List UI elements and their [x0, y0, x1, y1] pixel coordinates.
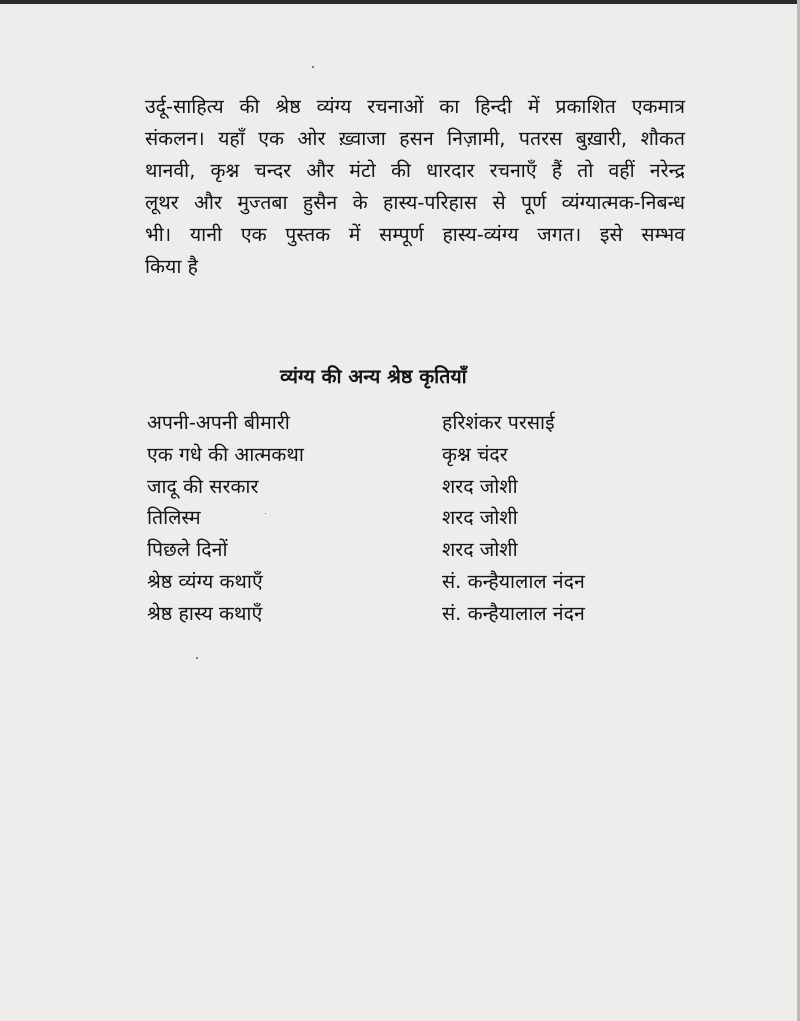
- work-title: जादू की सरकार: [147, 474, 259, 498]
- paper-speck: [265, 513, 266, 514]
- work-title: एक गधे की आत्मकथा: [147, 442, 304, 466]
- works-list: [147, 407, 647, 630]
- blurb-paragraph: [145, 91, 685, 283]
- blurb-line: उर्दू-साहित्य की श्रेष्ठ व्यंग्य रचनाओं का हिन्दी में प्रकाशित एकमात्र: [145, 95, 685, 118]
- blurb-line: संकलन। यहाँ एक ओर ख़्वाजा हसन निज़ामी, पतरस बुख़ारी, शौकत: [145, 127, 685, 150]
- list-item: [147, 502, 647, 534]
- work-author: शरद जोशी: [442, 538, 518, 562]
- work-author: कृश्न चंदर: [442, 442, 508, 466]
- blurb-line: भी। यानी एक पुस्तक में सम्पूर्ण हास्य-व्यंग्य जगत। इसे सम्भव: [145, 223, 685, 246]
- blurb-line: किया है: [145, 255, 198, 278]
- work-title: पिछले दिनों: [147, 538, 228, 562]
- paper-speck: [312, 66, 314, 68]
- page-top-edge: [0, 0, 800, 4]
- section-heading: व्यंग्य की अन्य श्रेष्ठ कृतियाँ: [280, 365, 467, 388]
- list-item: [147, 598, 647, 630]
- work-author: सं. कन्हैयालाल नंदन: [442, 569, 585, 593]
- work-title: श्रेष्ठ व्यंग्य कथाएँ: [147, 569, 263, 593]
- blurb-line: लूथर और मुज्तबा हुसैन के हास्य-परिहास से पूर्ण व्यंग्यात्मक-निबन्ध: [145, 191, 685, 214]
- list-item: [147, 471, 647, 503]
- work-author: शरद जोशी: [442, 506, 518, 530]
- work-author: सं. कन्हैयालाल नंदन: [442, 601, 585, 625]
- list-item: [147, 566, 647, 598]
- list-item: [147, 534, 647, 566]
- work-title: श्रेष्ठ हास्य कथाएँ: [147, 601, 263, 625]
- list-item: [147, 439, 647, 471]
- work-title: तिलिस्म: [147, 506, 201, 530]
- list-item: [147, 407, 647, 439]
- work-author: शरद जोशी: [442, 474, 518, 498]
- paper-speck: [196, 657, 198, 659]
- work-title: अपनी-अपनी बीमारी: [147, 411, 290, 434]
- blurb-line: थानवी, कृश्न चन्दर और मंटो की धारदार रचनाएँ हैं तो वहीं नरेन्द्र: [145, 159, 685, 182]
- work-author: हरिशंकर परसाई: [442, 411, 555, 434]
